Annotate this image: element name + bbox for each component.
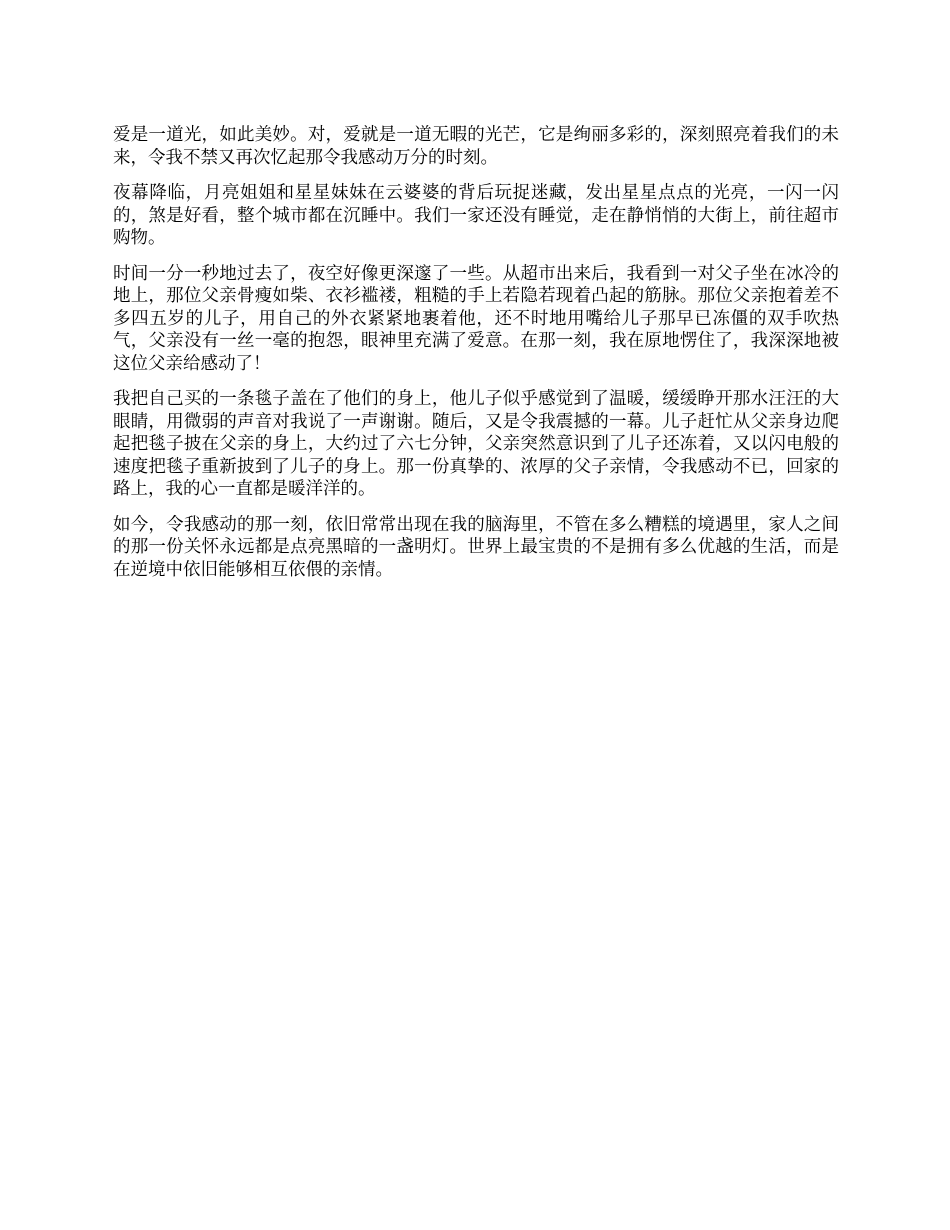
paragraph-1: 爱是一道光，如此美妙。对，爱就是一道无暇的光芒，它是绚丽多彩的，深刻照亮着我们的未来，令我不禁又再次忆起那令我感动万分的时刻。 xyxy=(113,125,839,168)
paragraph-5: 如今，令我感动的那一刻，依旧常常出现在我的脑海里，不管在多么糟糕的境遇里，家人之间的那一份关怀永远都是点亮黑暗的一盏明灯。世界上最宝贵的不是拥有多么优越的生活，而是在逆境中依旧能够相互依偎的亲情。 xyxy=(113,514,839,580)
paragraph-3: 时间一分一秒地过去了，夜空好像更深邃了一些。从超市出来后，我看到一对父子坐在冰冷的地上，那位父亲骨瘦如柴、衣衫褴褛，粗糙的手上若隐若现着凸起的筋脉。那位父亲抱着差不多四五岁的儿子，用自己的外衣紧紧地裹着他，还不时地用嘴给儿子那早已冻僵的双手吹热气，父亲没有一丝一毫的抱怨，眼神里充满了爱意。在那一刻，我在原地愣住了，我深深地被这位父亲给感动了！ xyxy=(113,263,839,374)
paragraph-4: 我把自己买的一条毯子盖在了他们的身上，他儿子似乎感觉到了温暖，缓缓睁开那水汪汪的大眼睛，用微弱的声音对我说了一声谢谢。随后，又是令我震撼的一幕。儿子赶忙从父亲身边爬起把毯子披在父亲的身上，大约过了六七分钟，父亲突然意识到了儿子还冻着，又以闪电般的速度把毯子重新披到了儿子的身上。那一份真挚的、浓厚的父子亲情，令我感动不已，回家的路上，我的心一直都是暖洋洋的。 xyxy=(113,389,839,499)
paragraph-2: 夜幕降临，月亮姐姐和星星妹妹在云婆婆的背后玩捉迷藏，发出星星点点的光亮，一闪一闪的，煞是好看，整个城市都在沉睡中。我们一家还没有睡觉，走在静悄悄的大街上，前往超市购物。 xyxy=(113,183,839,248)
document-body xyxy=(113,124,839,594)
